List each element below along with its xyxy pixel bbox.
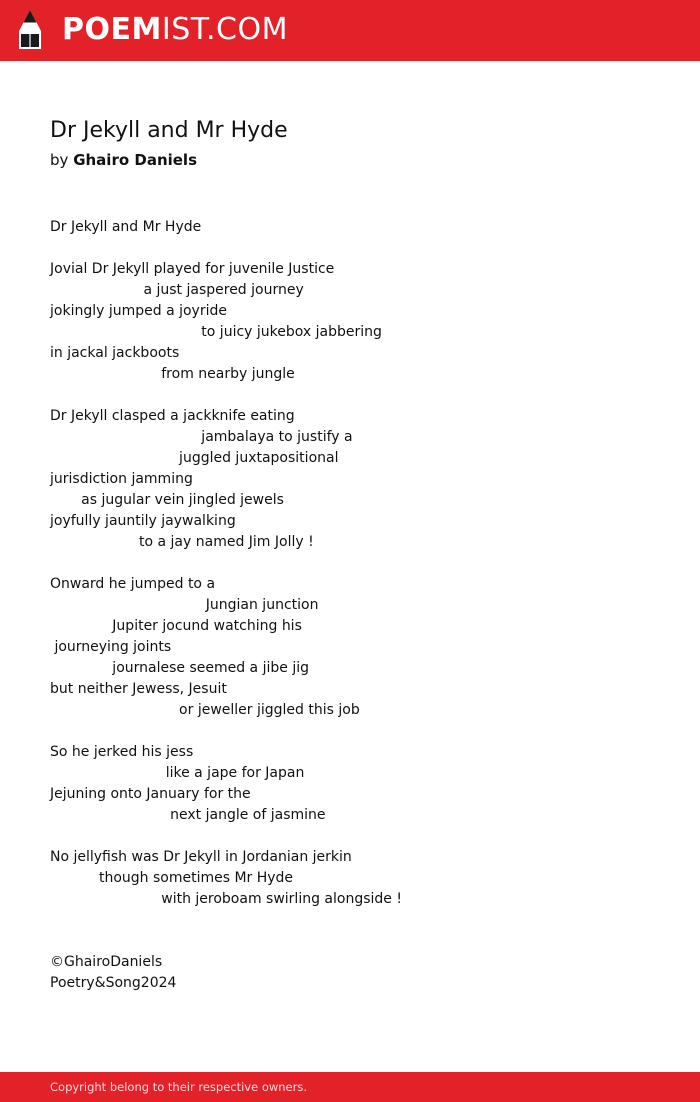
brand-name-light: IST.COM	[161, 12, 288, 47]
poem-copyright: ©GhairoDaniels Poetry&Song2024	[50, 954, 177, 991]
footer-copyright-text: Copyright belong to their respective owners.	[50, 1080, 308, 1094]
poem-byline	[50, 149, 650, 171]
site-footer	[0, 1072, 700, 1102]
poem-author[interactable]: Ghairo Daniels	[73, 151, 198, 169]
poem-body: Dr Jekyll and Mr Hyde Jovial Dr Jekyll played for juvenile Justice a just jaspered journey jokingly jumped a joyride to juicy jukebox jabbering in jackal jackboots from nearby jungle Dr Jekyll clasped a jackknife eating jambalaya to justify a juggled juxtapositional jurisdiction jamming as jugular vein jingled jewels joyfully jauntily jaywalking to a jay named Jim Jolly ! Onward he jumped to a Jungian junction Jupiter jocund watching his journeying joints journalese seemed a jibe jig but neither Jewess, Jesuit or jeweller jiggled this job So he jerked his jess like a jape for Japan Jejuning onto January for the next jangle of jasmine No jellyfish was Dr Jekyll in Jordanian jerkin though sometimes Mr Hyde with jeroboam swirling alongside !	[50, 219, 402, 907]
site-logo[interactable]	[17, 9, 288, 51]
byline-label: by	[50, 151, 69, 169]
site-header	[0, 0, 700, 61]
brand-name-bold: POEM	[62, 12, 162, 47]
poem-title: Dr Jekyll and Mr Hyde	[50, 118, 288, 143]
brand-name	[62, 10, 288, 50]
poem-content	[50, 114, 650, 994]
pencil-icon	[17, 9, 43, 51]
